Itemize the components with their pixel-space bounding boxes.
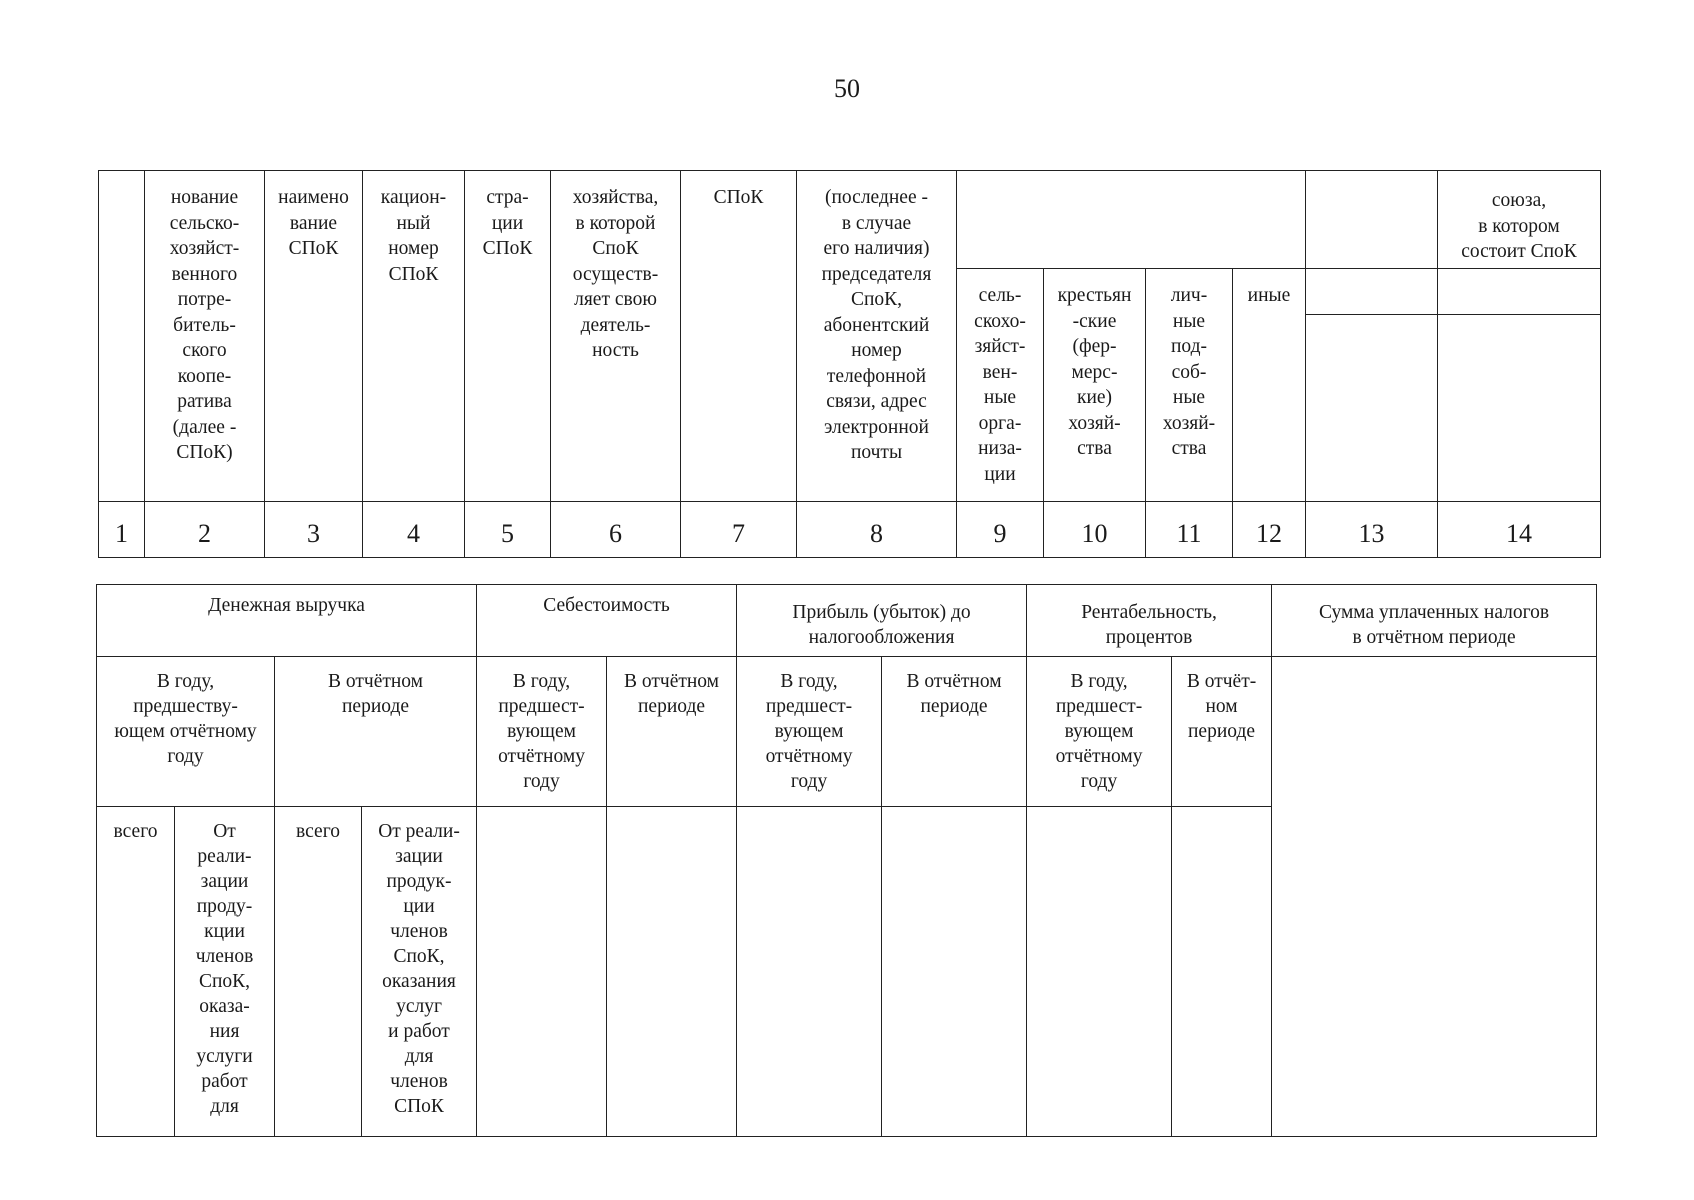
column-number: 13: [1306, 501, 1438, 557]
header-col-9: сель- скохо- зяйст- вен- ные орга- низа- ции: [957, 269, 1044, 502]
header-col-14-top: союза, в котором состоит СпоК: [1438, 171, 1601, 269]
column-number: 11: [1146, 501, 1233, 557]
profit-prev-year: В году, предшест- вующем отчётному году: [737, 657, 882, 807]
header-col-2: нование сельско- хозяйст- венного потре- битель- ского коопе- ратива (далее - СПоК): [145, 171, 265, 502]
column-number: 1: [99, 501, 145, 557]
header-group-participants: [957, 171, 1306, 269]
group-revenue: Денежная выручка: [97, 585, 477, 657]
profitability-prev-value: [1027, 807, 1172, 1137]
revenue-prev-total: всего: [97, 807, 175, 1137]
column-number: 8: [797, 501, 957, 557]
financial-indicators-table: [96, 584, 1597, 1137]
profitability-cur-value: [1172, 807, 1272, 1137]
revenue-cur-from-sales: От реали- зации продук- ции членов СпоК, оказания услуг и работ для членов СПоК: [362, 807, 477, 1137]
column-number: 6: [551, 501, 681, 557]
column-number: 12: [1233, 501, 1306, 557]
group-cost: Себестоимость: [477, 585, 737, 657]
header-col-13-bottom: [1306, 315, 1438, 501]
profit-prev-value: [737, 807, 882, 1137]
column-number: 3: [265, 501, 363, 557]
header-col-8: (последнее - в случае его наличия) председателя СпоК, абонентский номер телефонной связи, адрес электронной почты: [797, 171, 957, 502]
revenue-cur-total: всего: [275, 807, 362, 1137]
header-col-11: лич- ные под- соб- ные хозяй- ства: [1146, 269, 1233, 502]
header-col-14-bottom: [1438, 315, 1601, 501]
revenue-current-period: В отчётном периоде: [275, 657, 477, 807]
header-col-5: стра- ции СПоК: [465, 171, 551, 502]
profitability-prev-year: В году, предшест- вующем отчётному году: [1027, 657, 1172, 807]
profit-current-period: В отчётном периоде: [882, 657, 1027, 807]
profit-cur-value: [882, 807, 1027, 1137]
column-number: 5: [465, 501, 551, 557]
page-number: 50: [834, 74, 860, 103]
header-col-4: кацион- ный номер СПоК: [363, 171, 465, 502]
cost-prev-year: В году, предшест- вующем отчётному году: [477, 657, 607, 807]
column-number: 9: [957, 501, 1044, 557]
column-number: 14: [1438, 501, 1601, 557]
revenue-prev-from-sales: От реали- зации проду- кции членов СпоК, оказа- ния услуги работ для: [175, 807, 275, 1137]
header-col-12: иные: [1233, 269, 1306, 502]
taxes-cell: [1272, 657, 1597, 1137]
header-col-1: [99, 171, 145, 502]
column-number: 2: [145, 501, 265, 557]
group-profitability: Рентабельность, процентов: [1027, 585, 1272, 657]
spok-registry-table: [98, 170, 1601, 558]
column-number-row: [99, 501, 1601, 557]
header-col-7: СПоК: [681, 171, 797, 502]
group-profit: Прибыль (убыток) до налогообложения: [737, 585, 1027, 657]
column-number: 7: [681, 501, 797, 557]
header-col-14-mid: [1438, 269, 1601, 315]
header-col-13-top: [1306, 171, 1438, 269]
column-number: 10: [1044, 501, 1146, 557]
revenue-prev-year: В году, предшеству- ющем отчётному году: [97, 657, 275, 807]
profitability-current-period: В отчёт- ном периоде: [1172, 657, 1272, 807]
cost-prev-value: [477, 807, 607, 1137]
header-col-13-mid: [1306, 269, 1438, 315]
group-taxes: Сумма уплаченных налогов в отчётном периоде: [1272, 585, 1597, 657]
header-col-6: хозяйства, в которой СпоК осуществ- ляет свою деятель- ность: [551, 171, 681, 502]
header-col-10: крестьян -ские (фер- мерс- кие) хозяй- ства: [1044, 269, 1146, 502]
cost-cur-value: [607, 807, 737, 1137]
header-col-3: наимено вание СПоК: [265, 171, 363, 502]
column-number: 4: [363, 501, 465, 557]
cost-current-period: В отчётном периоде: [607, 657, 737, 807]
